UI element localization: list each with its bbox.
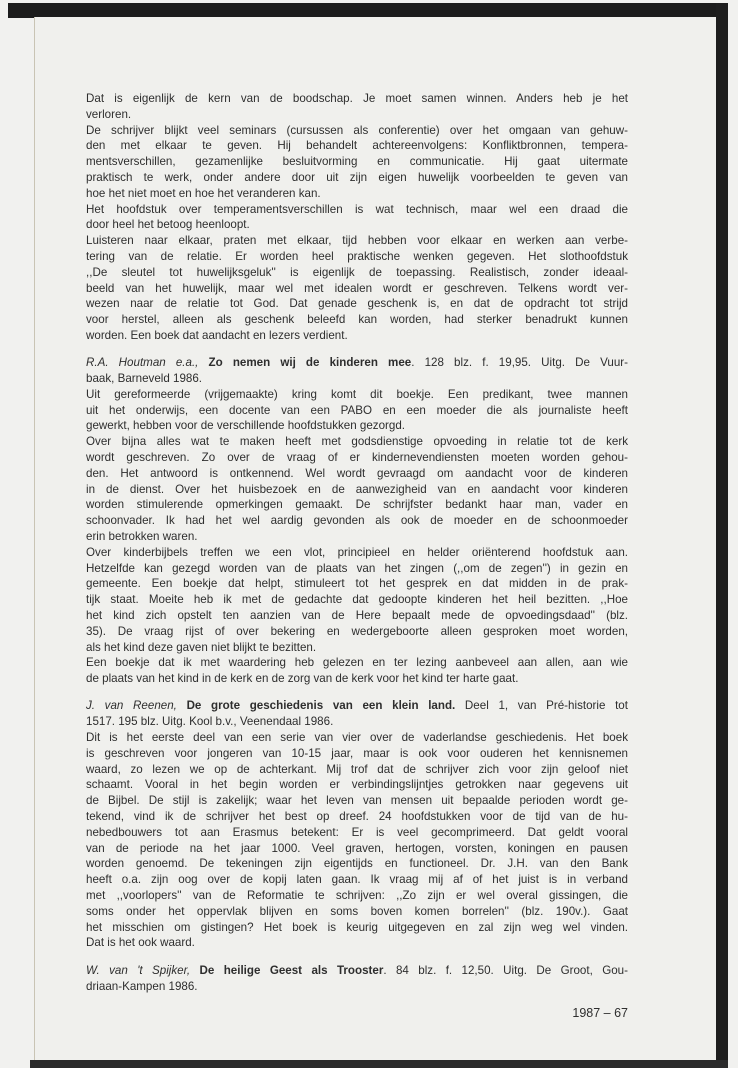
- text-line: Luisteren naar elkaar, praten met elkaar, tijd hebben voor elkaar en werken aan verbe-: [86, 234, 628, 248]
- text-line: met ,,voorlopers'' van de Reformatie te schrijven: ,,Zo zijn er wel overal gissingen, die: [86, 889, 628, 903]
- text-line: Dat is het ook waard.: [86, 936, 195, 950]
- text-line: gewerkt, hebben voor de verschillende hoofdstukken gezorgd.: [86, 419, 406, 433]
- review-details-line: 1517. 195 blz. Uitg. Kool b.v., Veenendaal 1986.: [86, 715, 334, 729]
- text-line: de Bijbel. De stijl is zakelijk; waar het leven van mensen uit bepaalde perioden wordt ge-: [86, 794, 628, 808]
- paragraph: [86, 545, 628, 656]
- text-line: hoe het niet moet en hoe het veranderen kan.: [86, 186, 321, 200]
- text-line: erin betrokken waren.: [86, 530, 198, 544]
- review-details-line: baak, Barneveld 1986.: [86, 372, 203, 386]
- review-heading-line: [86, 698, 628, 714]
- text-line: den met elkaar te geven. Hij behandelt achtereenvolgens: Konfliktbronnen, tempera-: [86, 139, 628, 153]
- text-line: wordt geschreven. Zo over de vraag of er kindernevendiensten moeten worden gehou-: [86, 451, 628, 465]
- text-line: tijk staat. Moeite heb ik met de gedachte dat gedoopte kinderen het heil bezitten. ,,Hoe: [86, 593, 628, 607]
- text-line: beeld van het huwelijk, maar wel met idealen wordt er geschreven. Telkens wordt ver-: [86, 281, 628, 295]
- text-line: soms onder het oppervlak blijven en soms boven komen borrelen'' (blz. 190v.). Gaat: [86, 904, 628, 918]
- review-author: J. van Reenen,: [86, 699, 177, 713]
- review-details: . 128 blz. f. 19,95. Uitg. De Vuur-: [411, 356, 628, 370]
- review-details-line: driaan-Kampen 1986.: [86, 979, 198, 993]
- text-line: wezen naar de relatie tot God. Dat genade geschenk is, en dat de opdracht tot strijd: [86, 297, 628, 311]
- text-line: Het hoofdstuk over temperamentsverschillen is wat technisch, maar wel een draad die: [86, 202, 628, 216]
- text-line: den. Het antwoord is ontkennend. Wel wordt gevraagd om aandacht voor de kinderen: [86, 466, 628, 480]
- text-line: in de dienst. Over het huisbezoek en de aanwezigheid van en aandacht voor kinderen: [86, 482, 628, 496]
- text-line: De schrijver blijkt veel seminars (cursussen als conferentie) over het omgaan van gehuw-: [86, 123, 628, 137]
- paragraph: [86, 123, 628, 202]
- review-details: Deel 1, van Pré-historie tot: [455, 699, 628, 713]
- review-heading: [86, 355, 628, 387]
- section-gap: [86, 687, 628, 699]
- text-line: heeft o.a. zijn oog over de kopij laten gaan. Ik vraag mij af of het juist is in verband: [86, 873, 628, 887]
- review-heading-line: [86, 963, 628, 979]
- scan-top-border: [8, 3, 720, 18]
- text-line: praktisch te werk, onder andere door uit zijn eigen huwelijk voorbeelden te geven van: [86, 170, 628, 184]
- text-line: uit het onderwijs, een docente van een PABO en een moeder die als journaliste heeft: [86, 403, 628, 417]
- text-line: van de periode na het jaar 1000. Veel graven, hertogen, vorsten, koningen en pausen: [86, 841, 628, 855]
- paragraph: [86, 233, 628, 344]
- text-line: voor herstel, alleen als geschenk beleefd kan worden, had sterker benadrukt kunnen: [86, 313, 628, 327]
- paragraph: [86, 730, 628, 951]
- text-line: de plaats van het kind in de kerk en de zorg van de kerk voor het kind ter harte gaat.: [86, 672, 519, 686]
- paragraph: [86, 655, 628, 687]
- review-heading: [86, 698, 628, 730]
- text-line: door heel het betoog heenloopt.: [86, 218, 250, 232]
- text-line: waard, zo lezen we op de achterkant. Mij trof dat de schrijver zich voor zijn geloof niet: [86, 762, 628, 776]
- review-author: R.A. Houtman e.a.,: [86, 356, 199, 370]
- text-line: schoonvader. Ik had het wel aardig gevonden als ook de moeder en de schoonmoeder: [86, 514, 628, 528]
- text-line: het misschien om gistingen? Het boek is keurig uitgegeven en zal zijn weg wel vinden.: [86, 920, 628, 934]
- text-line: mentsverschillen, gezamenlijke besluitvorming en communicatie. Hij gaat uitermate: [86, 155, 628, 169]
- text-line: Uit gereformeerde (vrijgemaakte) kring komt dit boekje. Een predikant, twee mannen: [86, 387, 628, 401]
- text-line: nebedbouwers tot aan Erasmus betekent: Er is veel gecomprimeerd. Dat geldt vooral: [86, 825, 628, 839]
- paragraph: [86, 91, 628, 123]
- review-book-title: De heilige Geest als Trooster: [199, 963, 384, 977]
- text-line: Over bijna alles wat te maken heeft met godsdienstige opvoeding in relatie tot de kerk: [86, 435, 628, 449]
- text-line: tekend, vind ik de schrijver het best op dreef. 24 hoofdstukken voor de tijd van de hu-: [86, 810, 628, 824]
- text-line: worden genoemd. De tekeningen zijn eigentijds en functioneel. Dr. J.H. van den Bank: [86, 857, 628, 871]
- text-line: Dat is eigenlijk de kern van de boodschap. Je moet samen winnen. Anders heb je het: [86, 92, 628, 105]
- review-heading-line: [86, 355, 628, 371]
- text-line: Een boekje dat ik met waardering heb gelezen en ter lezing aanbeveel aan allen, aan wie: [86, 656, 628, 670]
- text-line: ,,De sleutel tot huwelijksgeluk'' is eigenlijk de toepassing. Realistisch, zonder ideaal-: [86, 265, 628, 279]
- text-line: Over kinderbijbels treffen we een vlot, principieel en helder oriënterend hoofdstuk aan.: [86, 545, 628, 559]
- text-line: schaamt. Vooral in het begin worden er verbindingslijntjes getrokken naar gegevens uit: [86, 778, 628, 792]
- review-book-title: Zo nemen wij de kinderen mee: [208, 356, 412, 370]
- section-gap: [86, 951, 628, 963]
- text-line: het kind zich opstelt ten aanzien van de Here bepaalt mede de opvoedingsdaad'' (blz.: [86, 609, 628, 622]
- text-line: tering van de relatie. Er worden heel praktische wenken gegeven. Het slothoofdstuk: [86, 249, 628, 263]
- text-line: Hetzelfde kan gezegd worden van de plaats van het zingen (,,om de zegen'') in gezin en: [86, 561, 628, 575]
- text-line: is geschreven voor jongeren van 10-15 jaar, maar is ook voor ouderen het kennisnemen: [86, 746, 628, 760]
- text-line: worden stimulerende opmerkingen gemaakt. De schrijfster bedankt haar man, vader en: [86, 498, 628, 512]
- text-line: 35). De vraag rijst of over bekering en wedergeboorte alleen gesproken moet worden,: [86, 624, 628, 638]
- paragraph: [86, 202, 628, 234]
- scan-right-border: [716, 3, 728, 1068]
- text-line: gemeente. Een boekje dat helpt, stimuleert tot het gesprek en dat midden in de prak-: [86, 577, 628, 591]
- text-column: [86, 91, 628, 994]
- text-line: worden. Een boek dat aandacht en lezers verdient.: [86, 328, 348, 342]
- review-heading: [86, 963, 628, 995]
- text-line: als het kind deze gaven niet blijkt te bezitten.: [86, 640, 317, 654]
- page-number: 1987 – 67: [572, 1006, 628, 1020]
- text-line: Dit is het eerste deel van een serie van vier over de vaderlandse geschiedenis. Het boek: [86, 731, 628, 745]
- review-details: . 84 blz. f. 12,50. Uitg. De Groot, Gou-: [383, 963, 628, 977]
- scan-bottom-border: [30, 1060, 728, 1068]
- section-gap: [86, 344, 628, 356]
- paragraph: [86, 434, 628, 545]
- review-author: W. van 't Spijker,: [86, 963, 191, 977]
- review-book-title: De grote geschiedenis van een klein land.: [186, 699, 456, 713]
- text-line: verloren.: [86, 107, 132, 121]
- paragraph: [86, 387, 628, 434]
